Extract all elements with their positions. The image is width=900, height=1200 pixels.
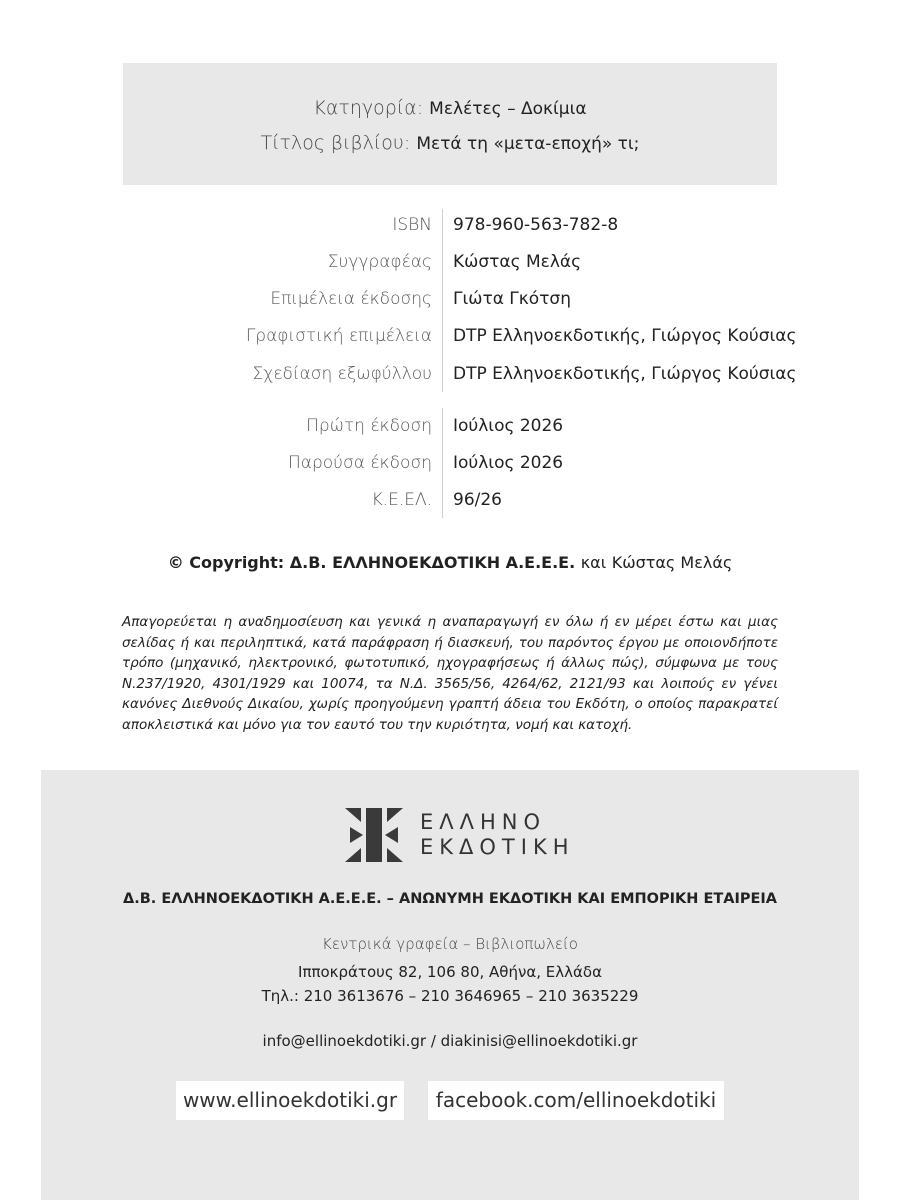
meta-key: Γραφιστική επιμέλεια <box>245 326 432 346</box>
copyright-line <box>0 553 900 572</box>
meta-value: 978-960-563-782-8 <box>453 215 619 235</box>
meta-value: DTP Ελληνοεκδοτικής, Γιώργος Κούσιας <box>453 364 797 384</box>
logo-text-line: ΕΚΔΟΤΙΚΗ <box>420 835 575 859</box>
meta-row-current-edition <box>0 453 900 479</box>
company-name: Δ.Β. ΕΛΛΗΝΟΕΚΔΟΤΙΚΗ Α.Ε.Ε.Ε. – ΑΝΩΝΥΜΗ ΕΚΔΟΤΙΚΗ ΚΑΙ ΕΜΠΟΡΙΚΗ ΕΤΑΙΡΕΙΑ <box>122 891 778 907</box>
meta-row-keel <box>0 490 900 516</box>
copyright-connector: και <box>580 553 607 572</box>
meta-key: Κ.Ε.ΕΛ. <box>371 490 432 510</box>
meta-value: Γιώτα Γκότση <box>453 289 571 309</box>
logo-text-line: ΕΛΛΗΝΟ <box>420 810 547 834</box>
copyright-prefix: © Copyright: Δ.Β. ΕΛΛΗΝΟΕΚΔΟΤΙΚΗ Α.Ε.Ε.Ε. <box>167 553 576 572</box>
title-value: Μετά τη «μετα-εποχή» τι; <box>416 134 640 154</box>
office-label: Κεντρικά γραφεία – Βιβλιοπωλείο <box>322 935 578 953</box>
meta-key: Πρώτη έκδοση <box>306 416 432 436</box>
legal-notice: Απαγορεύεται η αναδημοσίευση και γενικά η αναπαραγωγή εν όλω ή εν μέρει έστω και μιας σελίδας ή και περιληπτικά, κατά παράφραση ή διασκευή, του παρόντος έργου με οποιονδήποτε τρόπο (μηχανικό, ηλεκτρονικό, φωτοτυπικό, ηχογραφήσεως ή άλλως πώς), σύμφωνα με τους Ν.237/1920, 4301/1929 και 10074, τα Ν.Δ. 3565/56, 4264/62, 2121/93 και λοιπούς εν γένει κανόνες Διεθνούς Δικαίου, χωρίς προηγούμενη γραπτή άδεια του Εκδότη, ο οποίος παρακρατεί αποκλειστικά και μόνο για τον εαυτό του την κυριότητα, νομή και κατοχή. <box>122 614 778 733</box>
meta-value: Κώστας Μελάς <box>453 252 582 272</box>
meta-value: Ιούλιος 2026 <box>453 453 564 473</box>
category-line <box>123 97 777 119</box>
meta-key: Συγγραφέας <box>327 252 432 272</box>
website-link[interactable]: www.ellinoekdotiki.gr <box>176 1081 404 1120</box>
meta-key: ISBN <box>392 215 432 235</box>
category-title-box <box>123 63 777 185</box>
meta-row-author <box>0 252 900 278</box>
meta-row-first-edition <box>0 416 900 442</box>
meta-value: DTP Ελληνοεκδοτικής, Γιώργος Κούσιας <box>453 326 797 346</box>
facebook-link[interactable]: facebook.com/ellinoekdotiki <box>428 1081 724 1120</box>
meta-row-isbn <box>0 215 900 241</box>
meta-row-cover-design <box>0 364 900 390</box>
meta-row-graphic-design <box>0 326 900 352</box>
meta-row-editor <box>0 289 900 315</box>
publisher-logo-text <box>420 810 575 860</box>
meta-key: Παρούσα έκδοση <box>287 453 432 473</box>
publisher-logo-icon <box>345 808 405 862</box>
title-label: Τίτλος βιβλίου: <box>260 132 411 154</box>
title-line <box>123 132 777 154</box>
meta-value: Ιούλιος 2026 <box>453 416 564 436</box>
phones: Τηλ.: 210 3613676 – 210 3646965 – 210 3635229 <box>261 987 639 1005</box>
meta-value: 96/26 <box>453 490 502 510</box>
meta-key: Επιμέλεια έκδοσης <box>270 289 432 309</box>
emails: info@ellinoekdotiki.gr / diakinisi@ellinoekdotiki.gr <box>262 1032 638 1050</box>
category-label: Κατηγορία: <box>313 97 424 119</box>
meta-key: Σχεδίαση εξωφύλλου <box>252 364 432 384</box>
copyright-author: Κώστας Μελάς <box>611 553 733 572</box>
address: Ιπποκράτους 82, 106 80, Αθήνα, Ελλάδα <box>298 963 602 981</box>
category-value: Μελέτες – Δοκίμια <box>429 99 587 119</box>
